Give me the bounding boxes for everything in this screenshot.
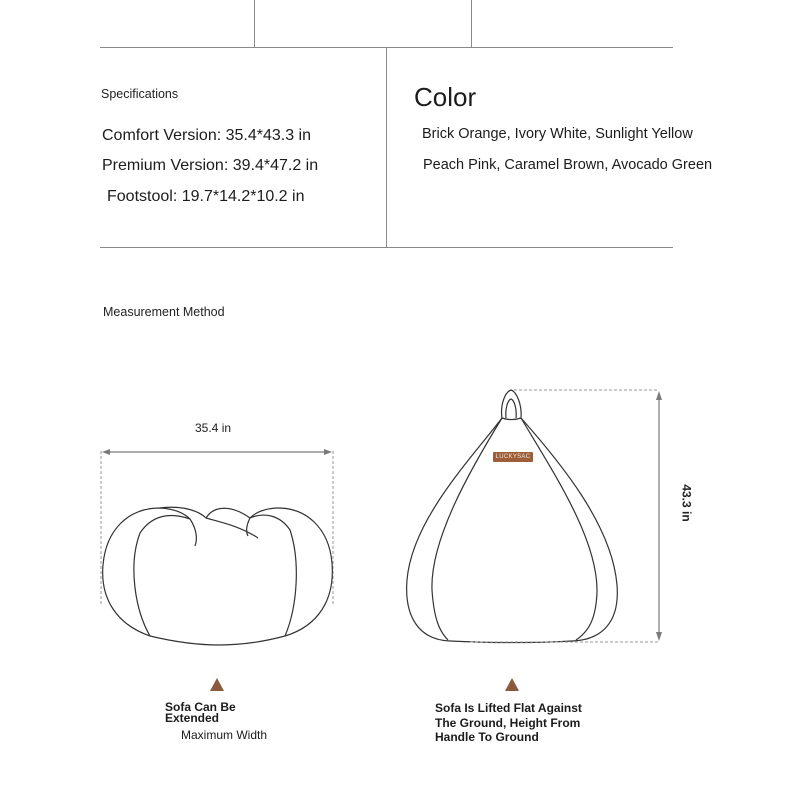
left-caption-line-3: Maximum Width (181, 728, 268, 742)
left-caption-marker (210, 678, 224, 691)
right-caption-line-1: Sofa Is Lifted Flat Against (435, 701, 582, 715)
right-caption-line-2: The Ground, Height From (435, 716, 581, 730)
width-dimension-label: 35.4 in (195, 421, 232, 435)
spec-footstool: Footstool: 19.7*14.2*10.2 in (107, 188, 305, 205)
height-dimension-label: 43.3 in (679, 484, 694, 522)
right-caption-line-3: Handle To Ground (435, 730, 539, 744)
height-arrow-bottom-head (656, 632, 662, 641)
extended-sofa-drawing (103, 507, 333, 645)
left-caption-line-2: Extended (165, 711, 220, 725)
color-heading: Color (414, 82, 477, 112)
teardrop-sofa-drawing (407, 390, 618, 643)
brand-tag (493, 452, 533, 462)
left-caption-line-1: Sofa Can Be (165, 700, 236, 714)
specifications-heading: Specifications (101, 87, 179, 101)
measurement-method-heading: Measurement Method (103, 305, 225, 319)
spec-comfort-version: Comfort Version: 35.4*43.3 in (102, 127, 312, 144)
width-arrow-left-head (102, 449, 110, 455)
color-options-line-2: Peach Pink, Caramel Brown, Avocado Green (423, 157, 713, 173)
height-arrow-top-head (656, 391, 662, 400)
color-options-line-1: Brick Orange, Ivory White, Sunlight Yellow (422, 126, 693, 142)
brand-tag-text: LUCKYSAC (495, 454, 531, 460)
width-arrow-right-head (324, 449, 332, 455)
spec-premium-version: Premium Version: 39.4*47.2 in (102, 157, 319, 174)
right-caption-marker (505, 678, 519, 691)
